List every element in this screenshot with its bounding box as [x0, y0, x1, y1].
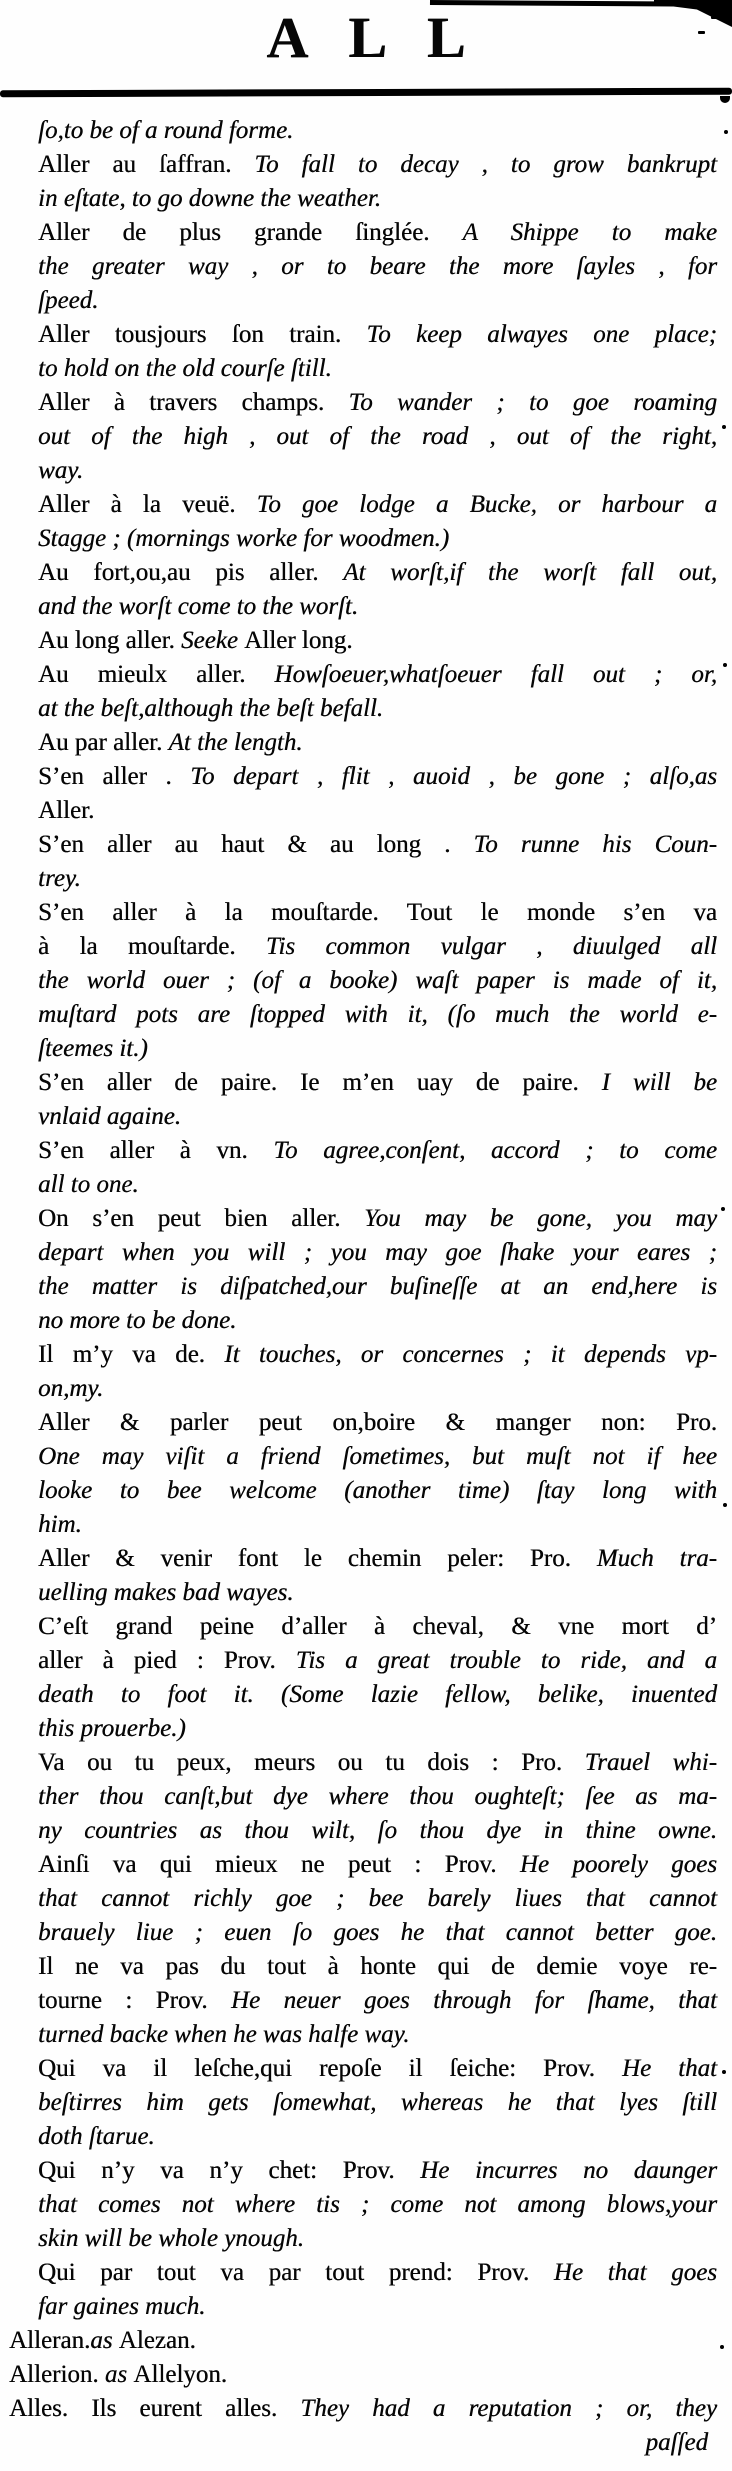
dictionary-line [0, 1304, 732, 1338]
english-gloss: To runne his Coun- [473, 831, 717, 858]
dictionary-line [0, 216, 732, 250]
english-gloss: looke to bee welcome (another time) ſtay long with [38, 1477, 717, 1504]
scan-speck [723, 663, 727, 667]
dictionary-line [0, 726, 732, 760]
dictionary-line [0, 2426, 732, 2460]
english-gloss: ſteemes it.) [38, 1035, 148, 1062]
english-gloss: He that [621, 2055, 718, 2082]
french-text: Alles. Ils eurent alles. [9, 2395, 301, 2422]
english-gloss: death to foot it. (Some lazie fellow, belike, inuented [38, 1681, 717, 1708]
english-gloss: He that goes [553, 2259, 717, 2286]
dictionary-line [0, 386, 732, 420]
header-rule [0, 88, 732, 98]
english-gloss: at the beſt,although the beſt befall. [38, 695, 384, 722]
english-gloss: and the worſt come to the worſt. [38, 593, 359, 620]
english-gloss: doth ſtarue. [38, 2123, 155, 2150]
dictionary-line [0, 2154, 732, 2188]
dictionary-line [0, 2052, 732, 2086]
french-text: Aller. [38, 797, 95, 824]
dictionary-line [0, 1746, 732, 1780]
english-gloss: He poorely goes [519, 1851, 717, 1878]
dictionary-line [0, 930, 732, 964]
english-gloss: far gaines much. [38, 2293, 206, 2320]
english-gloss: Much tra- [596, 1545, 718, 1572]
dictionary-line [0, 1270, 732, 1304]
english-gloss: trey. [38, 865, 81, 892]
french-text: C’eſt grand peine d’aller à cheval, & vne mort d’ [38, 1613, 717, 1640]
english-gloss: At the length. [168, 729, 303, 756]
english-gloss: muſtard pots are ſtopped with it, (ſo much the world e- [38, 1001, 717, 1028]
french-text: Qui va il leſche,qui repoſe il ſeiche: Prov. [38, 2055, 622, 2082]
dictionary-line [0, 1100, 732, 1134]
english-gloss: I will be [601, 1069, 717, 1096]
dictionary-line [0, 1916, 732, 1950]
dictionary-line [0, 1814, 732, 1848]
french-text: Aller & venir font le chemin peler: Pro. [38, 1545, 597, 1572]
dictionary-line [0, 1644, 732, 1678]
english-gloss: It touches, or concernes ; it depends vp- [224, 1341, 718, 1368]
dictionary-line [0, 250, 732, 284]
dictionary-line [0, 1032, 732, 1066]
english-gloss: paſſed [645, 2429, 708, 2456]
french-text: Aller au ſaffran. [38, 151, 255, 178]
dictionary-line [0, 352, 732, 386]
french-text: S’en aller . [38, 763, 191, 790]
english-gloss: depart when you will ; you may goe ſhake your eares ; [38, 1239, 717, 1266]
french-text: Au fort,ou,au pis aller. [38, 559, 344, 586]
english-gloss: as [90, 2327, 119, 2354]
french-text: Qui par tout va par tout prend: Prov. [38, 2259, 554, 2286]
dictionary-line [0, 760, 732, 794]
english-gloss: brauely liue ; euen ſo goes he that cannot better goe. [38, 1919, 717, 1946]
french-text: Au long aller. [38, 627, 182, 654]
dictionary-line [0, 1338, 732, 1372]
dictionary-line [0, 896, 732, 930]
dictionary-line [0, 1236, 732, 1270]
dictionary-line [0, 420, 732, 454]
english-gloss: the world ouer ; (of a booke) waſt paper is made of it, [38, 967, 717, 994]
english-gloss: him. [38, 1511, 82, 1538]
english-gloss: skin will be whole ynough. [38, 2225, 304, 2252]
french-text: On s’en peut bien aller. [38, 1205, 365, 1232]
scan-speck [723, 1503, 727, 1507]
english-gloss: Tis common vulgar , diuulged all [265, 933, 717, 960]
french-text: S’en aller à la mouſtarde. Tout le monde s’en va [38, 899, 717, 926]
english-gloss: You may be gone, you may [364, 1205, 717, 1232]
text-block [0, 114, 732, 2460]
dictionary-line [0, 114, 732, 148]
dictionary-line [0, 2324, 732, 2358]
dictionary-line [0, 624, 732, 658]
english-gloss: Tis a great trouble to ride, and a [295, 1647, 717, 1674]
dictionary-line [0, 284, 732, 318]
english-gloss: ſpeed. [38, 287, 99, 314]
english-gloss: ther thou canſt,but dye where thou oughteſt; ſee as ma- [38, 1783, 717, 1810]
dictionary-line [0, 182, 732, 216]
french-text: Au par aller. [38, 729, 169, 756]
dictionary-line [0, 454, 732, 488]
french-text: Il ne va pas du tout à honte qui de demie voye re- [38, 1953, 717, 1980]
dictionary-line [0, 1780, 732, 1814]
english-gloss: To wander ; to goe roaming [348, 389, 717, 416]
english-gloss: that comes not where tis ; come not among blows,your [38, 2191, 717, 2218]
french-text: S’en aller à vn. [38, 1137, 274, 1164]
dictionary-line [0, 1542, 732, 1576]
french-text: Aller long. [244, 627, 353, 654]
dictionary-line [0, 2392, 732, 2426]
french-text: Aller & parler peut on,boire & manger non: Pro. [38, 1409, 717, 1436]
english-gloss: in eſtate, to go downe the weather. [38, 185, 382, 212]
french-text: Ainſi va qui mieux ne peut : Prov. [38, 1851, 520, 1878]
dictionary-line [0, 794, 732, 828]
english-gloss: He incurres no daunger [420, 2157, 718, 2184]
french-text: aller à pied : Prov. [38, 1647, 296, 1674]
dictionary-line [0, 862, 732, 896]
scan-speck [720, 2345, 724, 2349]
english-gloss: Seeke [181, 627, 245, 654]
french-text: Aller de plus grande ſinglée. [38, 219, 463, 246]
dictionary-line [0, 318, 732, 352]
english-gloss: To keep alwayes one place; [366, 321, 717, 348]
french-text: à la mouſtarde. [38, 933, 266, 960]
french-text: Aller tousjours ſon train. [38, 321, 367, 348]
english-gloss: all to one. [38, 1171, 139, 1198]
dictionary-line [0, 1372, 732, 1406]
dictionary-line [0, 1950, 732, 1984]
english-gloss: A Shippe to make [462, 219, 717, 246]
header-rule-tail [720, 96, 730, 103]
english-gloss: One may viſit a friend ſometimes, but muſt not if hee [38, 1443, 717, 1470]
scan-speck [724, 130, 728, 134]
english-gloss: Howſoeuer,whatſoeuer fall out ; or, [274, 661, 717, 688]
french-text: Qui n’y va n’y chet: Prov. [38, 2157, 421, 2184]
dictionary-line [0, 1848, 732, 1882]
dictionary-line [0, 2120, 732, 2154]
dictionary-line [0, 964, 732, 998]
dictionary-line [0, 998, 732, 1032]
dictionary-line [0, 1066, 732, 1100]
english-gloss: to hold on the old courſe ſtill. [38, 355, 332, 382]
dictionary-line [0, 1882, 732, 1916]
english-gloss: this prouerbe.) [38, 1715, 186, 1742]
french-text: tourne : Prov. [38, 1987, 231, 2014]
french-text: Alleran. [9, 2327, 91, 2354]
english-gloss: He neuer goes through for ſhame, that [230, 1987, 718, 2014]
scan-speck [721, 1207, 725, 1211]
dictionary-line [0, 2358, 732, 2392]
english-gloss: ny countries as thou wilt, ſo thou dye in thine owne. [38, 1817, 717, 1844]
english-gloss: To goe lodge a Bucke, or harbour a [256, 491, 717, 518]
english-gloss: no more to be done. [38, 1307, 237, 1334]
english-gloss: They had a reputation ; or, they [300, 2395, 717, 2422]
scan-speck [722, 2070, 726, 2074]
dictionary-line [0, 522, 732, 556]
dictionary-line [0, 590, 732, 624]
english-gloss: on,my. [38, 1375, 104, 1402]
french-text: Va ou tu peux, meurs ou tu dois : Pro. [38, 1749, 585, 1776]
dictionary-line [0, 1508, 732, 1542]
dictionary-line [0, 1678, 732, 1712]
french-text: Alezan. [118, 2327, 196, 2354]
english-gloss: Stagge ; (mornings worke for woodmen.) [38, 525, 450, 552]
dictionary-line [0, 2290, 732, 2324]
english-gloss: beſtirres him gets ſomewhat, whereas he that lyes ſtill [38, 2089, 717, 2116]
english-gloss: the greater way , or to beare the more ſayles , for [38, 253, 717, 280]
english-gloss: that cannot richly goe ; bee barely liues that cannot [38, 1885, 717, 1912]
page-header-letters: ALL [266, 5, 506, 70]
dictionary-line [0, 2222, 732, 2256]
english-gloss: out of the high , out of the road , out of the right, [38, 423, 717, 450]
english-gloss: To fall to decay , to grow bankrupt [254, 151, 717, 178]
dictionary-line [0, 1576, 732, 1610]
english-gloss: turned backe when he was halfe way. [38, 2021, 410, 2048]
dictionary-line [0, 1406, 732, 1440]
dictionary-line [0, 658, 732, 692]
english-gloss: uelling makes bad wayes. [38, 1579, 294, 1606]
dictionary-line [0, 556, 732, 590]
french-text: Allelyon. [133, 2361, 228, 2388]
dictionary-line [0, 1134, 732, 1168]
dictionary-line [0, 828, 732, 862]
french-text: S’en aller au haut & au long . [38, 831, 474, 858]
dictionary-line [0, 2256, 732, 2290]
dictionary-line [0, 1168, 732, 1202]
english-gloss: vnlaid againe. [38, 1103, 182, 1130]
dictionary-line [0, 2188, 732, 2222]
running-head [0, 0, 732, 80]
english-gloss: as [104, 2361, 134, 2388]
english-gloss: At worſt,if the worſt fall out, [343, 559, 718, 586]
dictionary-line [0, 1984, 732, 2018]
french-text: Allerion. [9, 2361, 105, 2388]
dictionary-line [0, 1440, 732, 1474]
dictionary-line [0, 148, 732, 182]
english-gloss: ſo,to be of a round forme. [38, 117, 294, 144]
dictionary-line [0, 2086, 732, 2120]
french-text: Aller à travers champs. [38, 389, 349, 416]
french-text: Il m’y va de. [38, 1341, 225, 1368]
scan-speck [722, 425, 726, 429]
french-text: Au mieulx aller. [38, 661, 275, 688]
dictionary-line [0, 1474, 732, 1508]
dictionary-line [0, 692, 732, 726]
dictionary-line [0, 2018, 732, 2052]
english-gloss: To agree,conſent, accord ; to come [273, 1137, 717, 1164]
dictionary-line [0, 1610, 732, 1644]
english-gloss: Trauel whi- [584, 1749, 717, 1776]
english-gloss: To depart , flit , auoid , be gone ; alſo,as [190, 763, 718, 790]
french-text: Aller à la veuë. [38, 491, 257, 518]
dictionary-line [0, 488, 732, 522]
dictionary-line [0, 1712, 732, 1746]
dictionary-line [0, 1202, 732, 1236]
english-gloss: way. [38, 457, 84, 484]
english-gloss: the matter is diſpatched,our buſineſſe at an end,here is [38, 1273, 717, 1300]
french-text: S’en aller de paire. Ie m’en uay de paire. [38, 1069, 602, 1096]
